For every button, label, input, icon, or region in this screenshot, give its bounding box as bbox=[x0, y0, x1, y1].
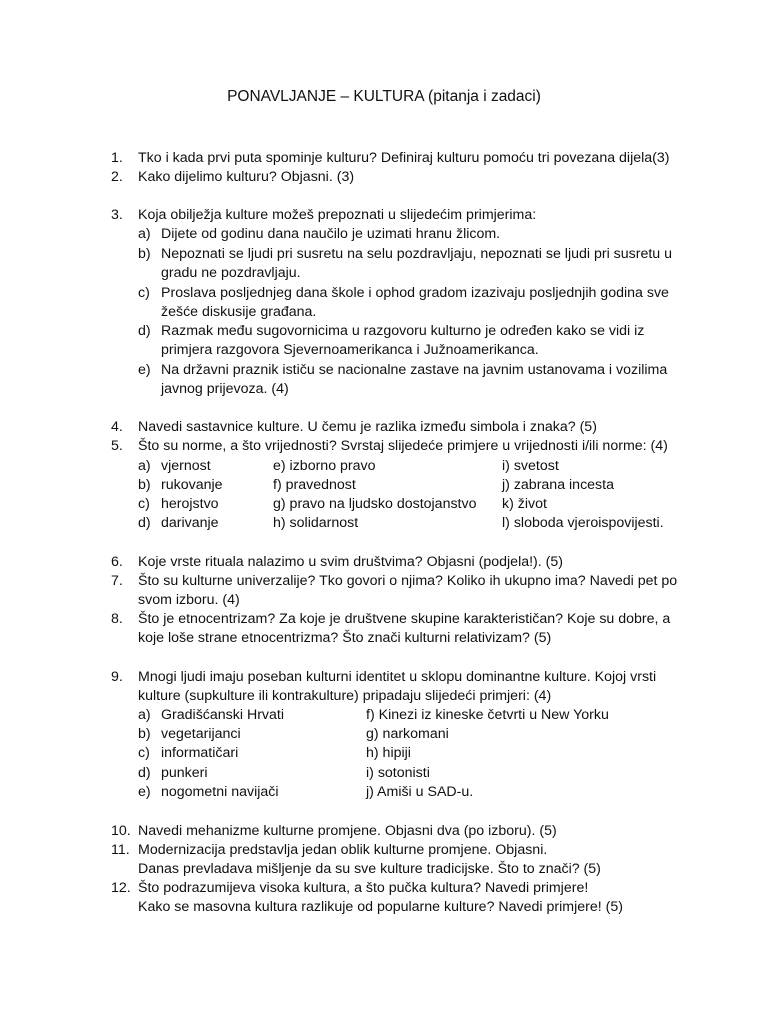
question-text: Tko i kada prvi puta spominje kulturu? Definiraj kulturu pomoću tri povezana dijela(3) bbox=[138, 150, 670, 166]
question-number: 2. bbox=[111, 169, 123, 185]
question-text: Mnogi ljudi imaju poseban kulturni identitet u sklopu dominantne kulture. Kojoj vrsti bbox=[138, 669, 657, 685]
question-number: 3. bbox=[111, 207, 123, 223]
question-text: Što su norme, a što vrijednosti? Svrstaj slijedeće primjere u vrijednosti i/ili norme: (4) bbox=[138, 438, 668, 454]
question-number: 9. bbox=[111, 669, 123, 685]
question-number: 8. bbox=[111, 611, 123, 627]
question-text: Koja obilježja kulture možeš prepoznati u slijedećim primjerima: bbox=[138, 207, 537, 223]
question-number: 4. bbox=[111, 419, 123, 435]
question-number: 1. bbox=[111, 150, 123, 166]
question-text: Kako dijelimo kulturu? Objasni. (3) bbox=[138, 169, 355, 185]
question-text: Modernizacija predstavlja jedan oblik kulturne promjene. Objasni. bbox=[138, 842, 548, 858]
question-text: Što su kulturne univerzalije? Tko govori o njima? Koliko ih ukupno ima? Navedi pet po bbox=[138, 573, 678, 589]
question-text: Što podrazumijeva visoka kultura, a što pučka kultura? Navedi primjere! bbox=[138, 880, 589, 896]
question-text: Navedi sastavnice kulture. U čemu je razlika između simbola i znaka? (5) bbox=[138, 419, 597, 435]
question-number: 11. bbox=[111, 842, 130, 858]
question-number: 7. bbox=[111, 573, 123, 589]
question-text: Navedi mehanizme kulturne promjene. Objasni dva (po izboru). (5) bbox=[138, 823, 557, 839]
question-number: 6. bbox=[111, 554, 123, 570]
document-page: PONAVLJANJE – KULTURA (pitanja i zadaci) 1. Tko i kada prvi puta spominje kulturu? Definiraj kulturu pomoću tri povezana dijela(3) 2. Kako dijelimo kulturu? Objasni. (3) 3. Koja obilježja kulture možeš prepoznati u slijedećim primjerima: a) Dijete od godinu dana naučilo je uzimati hranu žlicom. b) Nepoznati se ljudi pri susretu na selu pozdravljaju, nepoznati se ljudi pri susretu u gradu ne pozdravljaju. c) Proslava posljednjeg dana škole i ophod gradom izazivaju posljednjih godina sve žešće diskusije građana. d) Razmak među sugovornicima u razgovoru kulturno je određen kako se vidi iz primjera razgovora Sjevernoamerikanca i Južnoamerikanca. e) Na državni praznik ističu se nacionalne zastave na javnim ustanovama i vozilima javnog prijevoza. (4) 4. Navedi sastavnice kulture. U čemu je razlika između simbola i znaka? (5) 5. Što su norme, a što vrijednosti? Svrstaj slijedeće primjere u vrijednosti i/ili norme: (4) a) vjernost e) izborno pravo i) svetost b) rukovanje f) pravednost j) zabrana incesta c) herojstvo g) pravo na ljudsko dostojanstvo k) život d) darivanje h) solidarnost l) sloboda vjeroispovijesti. 6. Koje vrste rituala nalazimo u svim društvima? Objasni (podjela!). (5) 7. Što su kulturne univerzalije? Tko govori o njima? Koliko ih ukupno ima? Navedi pet po svom izboru. (4) 8. Što je etnocentrizam? Za koje je društvene skupine karakterističan? Koje su dobre, a koje loše strane etnocentrizma? Što znači kulturni relativizam? (5) 9. Mnogi ljudi imaju poseban kulturni identitet u sklopu dominantne kulture. Kojoj vrsti kulture (supkulture ili kontrakulture) pripadaju slijedeći primjeri: (4) a) Gradišćanski Hrvati f) Kinezi iz kineske četvrti u New Yorku b) vegetarijanci g) narkomani c) informatičari h) hipiji d) punkeri i) sotonisti e) nogometni navijači j) Amiši u SAD-u. 10. Navedi mehanizme kulturne promjene. Objasni dva (po izboru). (5) 11. Modernizacija predstavlja jedan oblik kulturne promjene. Objasni. Danas prevladava mišljenje da su sve kulture tradicijske. Što to znači? (5) 12. Što podrazumijeva visoka kultura, a što pučka kultura? Navedi primjere! Kako se masovna kultura razlikuje od popularne kulture? Navedi primjere! (5) bbox=[0, 0, 768, 1024]
page-title: PONAVLJANJE – KULTURA (pitanja i zadaci) bbox=[227, 88, 541, 105]
question-number: 5. bbox=[111, 438, 123, 454]
question-number: 12. bbox=[111, 880, 131, 896]
question-number: 10. bbox=[111, 823, 131, 839]
question-text: Koje vrste rituala nalazimo u svim društvima? Objasni (podjela!). (5) bbox=[138, 554, 564, 570]
question-text: Što je etnocentrizam? Za koje je društvene skupine karakterističan? Koje su dobre, a bbox=[138, 611, 671, 627]
